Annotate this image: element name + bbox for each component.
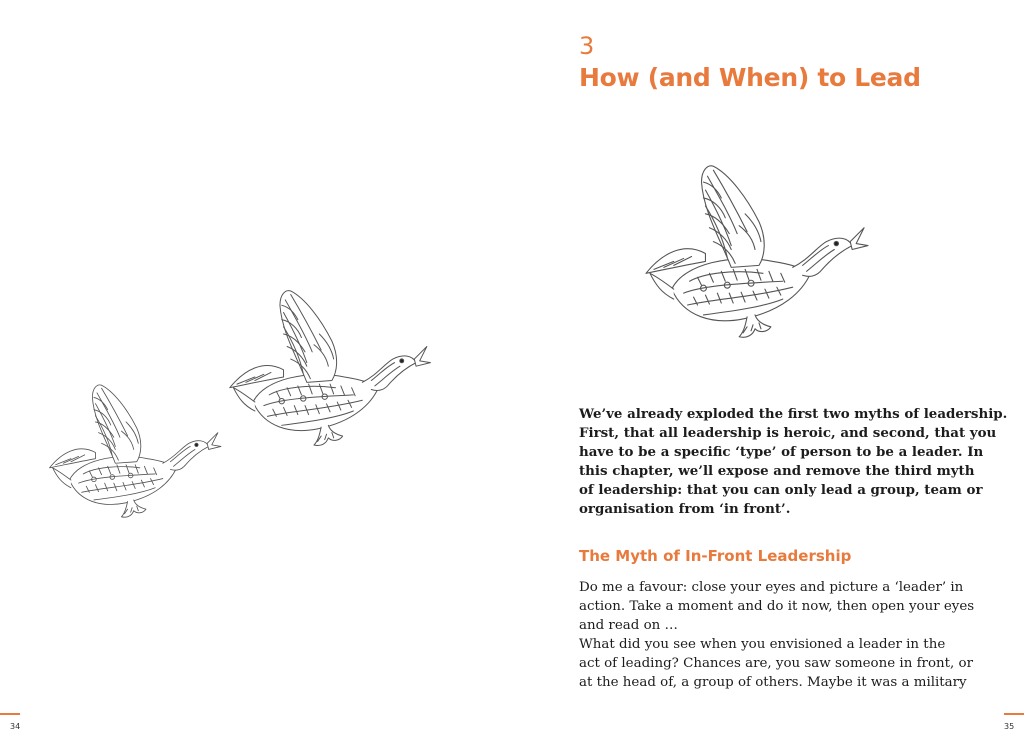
section-heading: The Myth of In-Front Leadership	[579, 547, 852, 565]
intro-line: organisation from ‘in front’.	[579, 501, 791, 517]
flying-duck-icon	[228, 283, 434, 453]
flying-duck-icon	[48, 378, 224, 524]
chapter-title: How (and When) to Lead	[579, 63, 921, 92]
body-line: and read on …	[579, 618, 678, 633]
body-line: What did you see when you envisioned a leader in the	[579, 637, 946, 652]
intro-paragraph	[579, 405, 1008, 519]
body-paragraph	[579, 578, 975, 692]
intro-line: have to be a specific ‘type’ of person to be a leader. In	[579, 444, 984, 460]
intro-line: this chapter, we’ll expose and remove the third myth	[579, 463, 975, 479]
flying-duck-icon	[644, 154, 872, 349]
body-line: action. Take a moment and do it now, then open your eyes	[579, 599, 975, 614]
intro-line: First, that all leadership is heroic, and second, that you	[579, 425, 997, 441]
body-line: Do me a favour: close your eyes and picture a ‘leader’ in	[579, 580, 964, 595]
chapter-number: 3	[579, 32, 595, 60]
body-line: act of leading? Chances are, you saw someone in front, or	[579, 656, 973, 671]
page-number-left: 34	[10, 722, 21, 731]
intro-line: We’ve already exploded the first two myths of leadership.	[579, 406, 1008, 422]
body-line: at the head of, a group of others. Maybe it was a military	[579, 675, 967, 690]
page-number-right: 35	[1004, 722, 1015, 731]
folio-rule-left	[0, 713, 20, 715]
folio-rule-right	[1004, 713, 1024, 715]
intro-line: of leadership: that you can only lead a group, team or	[579, 482, 983, 498]
